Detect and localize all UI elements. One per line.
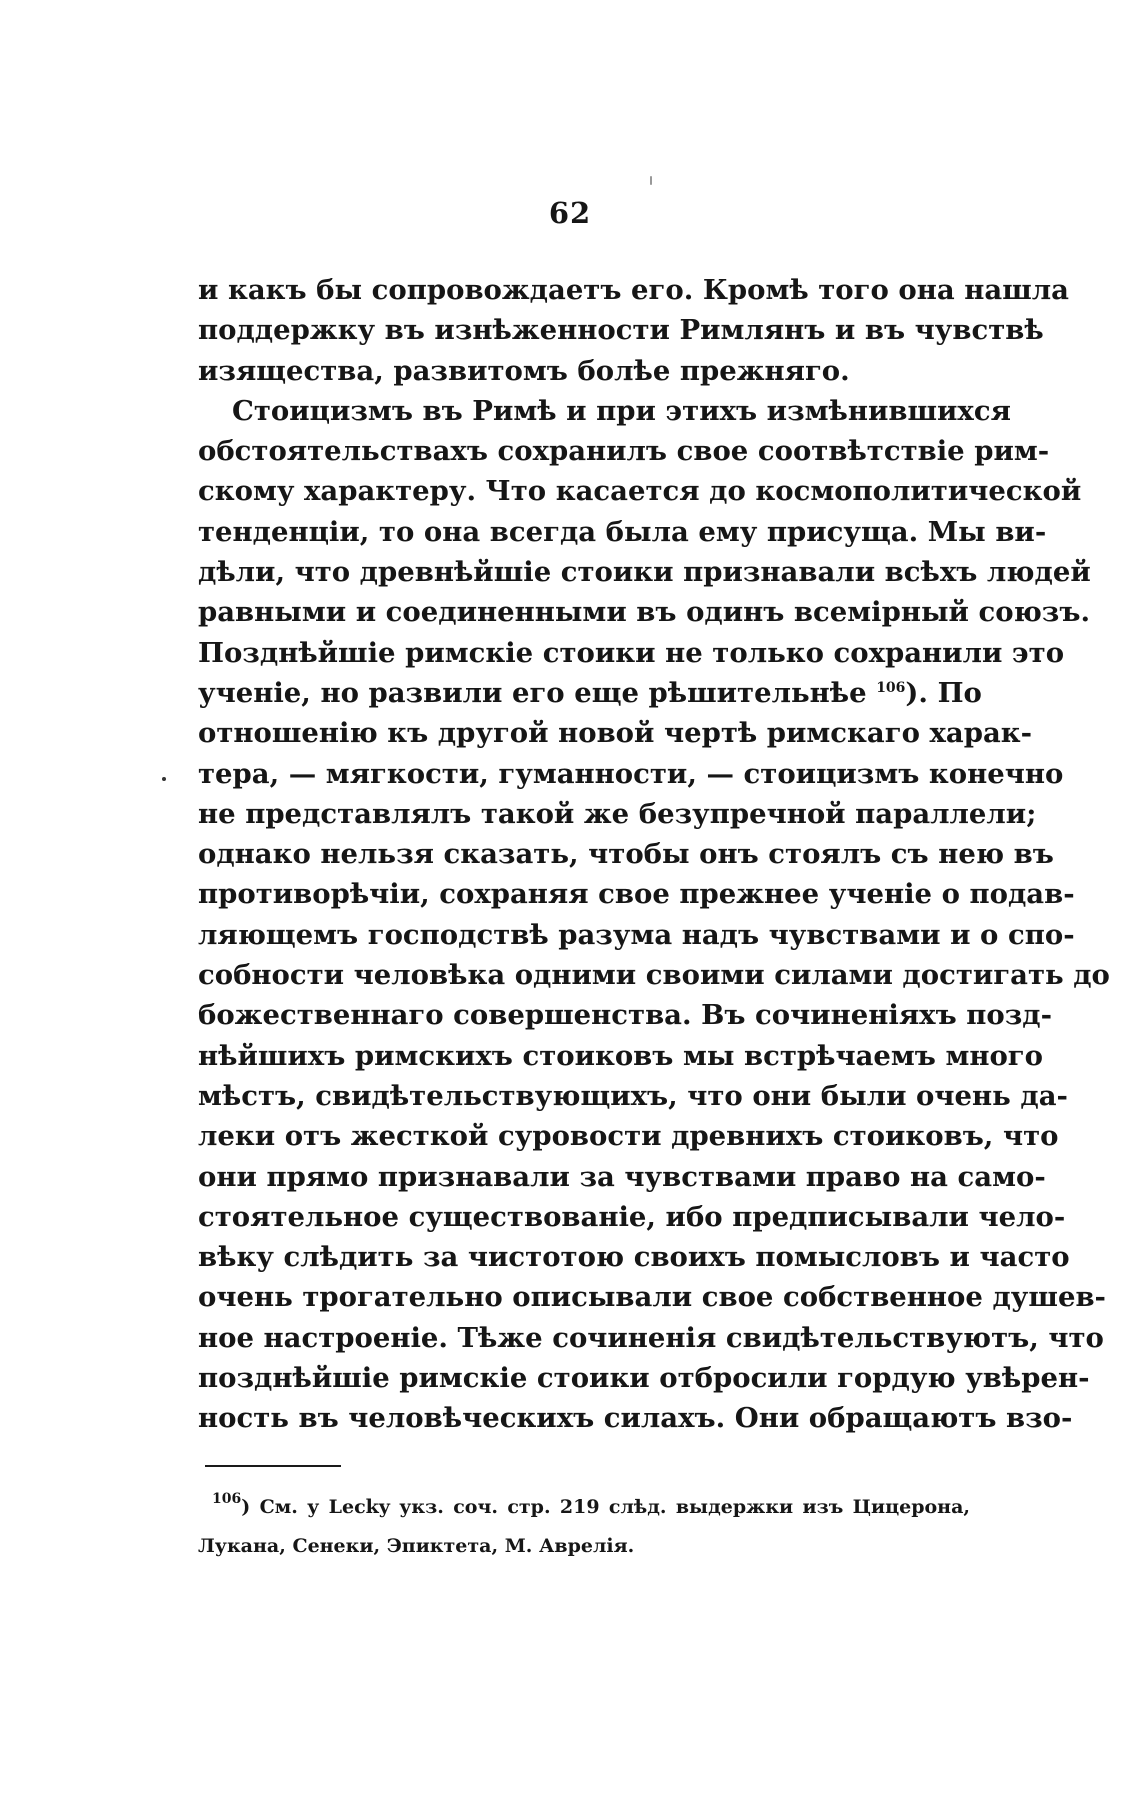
main-text xyxy=(198,270,1110,1439)
page-number: 62 xyxy=(548,196,592,230)
text-line: очень трогательно описывали свое собственное душев- xyxy=(198,1281,1106,1314)
footnote-divider xyxy=(205,1465,341,1467)
text-line-with-footnote-ref xyxy=(198,673,982,713)
text-line: противорѣчіи, сохраняя свое прежнее ученіе о подав- xyxy=(198,878,1075,911)
text-fragment: ученіе, но развили его еще рѣшительнѣе xyxy=(198,676,867,709)
text-line: божественнаго совершенства. Въ сочиненіяхъ позд- xyxy=(198,999,1053,1032)
text-line: однако нельзя сказать, чтобы онъ стоялъ съ нею въ xyxy=(198,838,1054,871)
text-line: нѣйшихъ римскихъ стоиковъ мы встрѣчаемъ много xyxy=(198,1039,1043,1072)
text-line: обстоятельствахъ сохранилъ свое соотвѣтствіе рим- xyxy=(198,435,1050,468)
text-line: ность въ человѣческихъ силахъ. Они обращаютъ взо- xyxy=(198,1402,1073,1435)
text-line: и какъ бы сопровождаетъ его. Кромѣ того она нашла xyxy=(198,274,1069,306)
text-line: стоятельное существованіе, ибо предписывали чело- xyxy=(198,1200,1066,1233)
scan-speck xyxy=(162,777,166,781)
text-line: собности человѣка одними своими силами достигать до xyxy=(198,959,1110,992)
text-line: Позднѣйшіе римскіе стоики не только сохранили это xyxy=(198,636,1065,669)
scan-speck xyxy=(650,176,652,185)
text-line: ное настроеніе. Тѣже сочиненія свидѣтельствуютъ, что xyxy=(198,1321,1104,1354)
text-line: тенденціи, то она всегда была ему присуща. Мы ви- xyxy=(198,515,1047,548)
text-line: они прямо признавали за чувствами право на само- xyxy=(198,1160,1046,1193)
text-line: дѣли, что древнѣйшіе стоики признавали всѣхъ людей xyxy=(198,556,1091,589)
text-line: тера, — мягкости, гуманности, — стоицизмъ конечно xyxy=(198,757,1064,790)
footnote-text: ) См. у Lecky укз. соч. стр. 219 слѣд. выдержки изъ Цицерона, xyxy=(241,1496,970,1518)
footnote xyxy=(198,1488,970,1566)
footnote-line xyxy=(198,1488,970,1527)
text-line: равными и соединенными въ одинъ всемірный союзъ. xyxy=(198,596,1091,629)
text-fragment: ). По xyxy=(905,676,982,709)
footnote-reference: 106 xyxy=(876,679,906,696)
text-line: леки отъ жесткой суровости древнихъ стоиковъ, что xyxy=(198,1120,1059,1153)
text-line: не представлялъ такой же безупречной параллели; xyxy=(198,797,1037,830)
text-line: поддержку въ изнѣженности Римлянъ и въ чувствѣ xyxy=(198,314,1044,347)
footnote-line: Лукана, Сенеки, Эпиктета, М. Аврелія. xyxy=(198,1535,635,1557)
footnote-marker: 106 xyxy=(212,1491,242,1507)
text-line: вѣку слѣдить за чистотою своихъ помысловъ и часто xyxy=(198,1241,1070,1274)
text-line: скому характеру. Что касается до космополитической xyxy=(198,475,1082,508)
text-line: позднѣйшіе римскіе стоики отбросили гордую увѣрен- xyxy=(198,1362,1090,1395)
text-line: Стоицизмъ въ Римѣ и при этихъ измѣнившихся xyxy=(232,394,1011,427)
text-line: ляющемъ господствѣ разума надъ чувствами и о спо- xyxy=(198,918,1075,951)
text-line: мѣстъ, свидѣтельствующихъ, что они были очень да- xyxy=(198,1079,1068,1112)
text-line: изящества, развитомъ болѣе прежняго. xyxy=(198,354,850,387)
text-line: отношенію къ другой новой чертѣ римскаго харак- xyxy=(198,717,1033,750)
